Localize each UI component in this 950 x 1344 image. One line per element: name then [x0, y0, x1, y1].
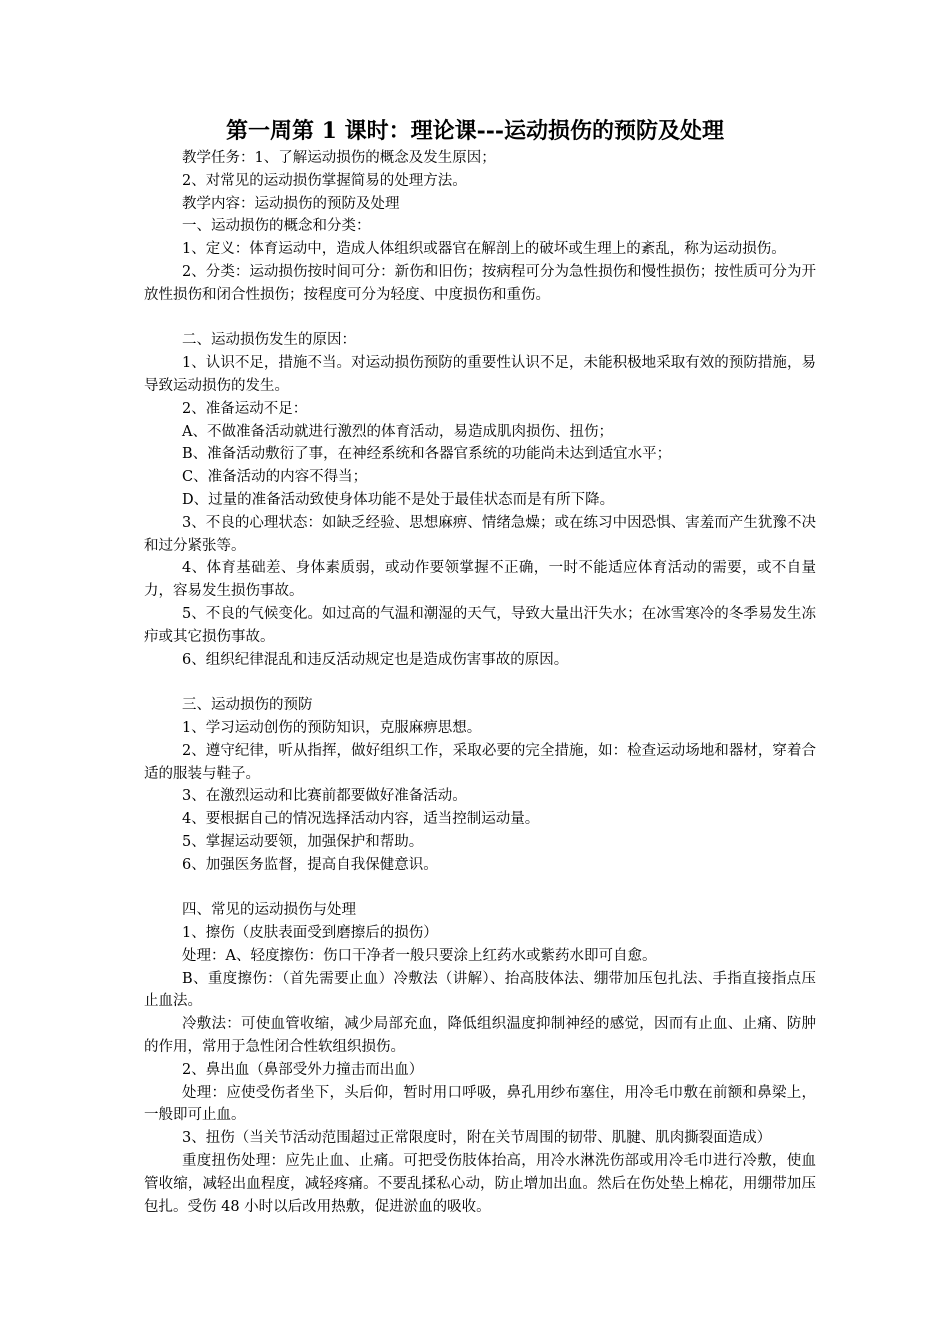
section-heading: 三、运动损伤的预防 — [182, 697, 313, 714]
paragraph: D、过量的准备活动致使身体功能不是处于最佳状态而是有所下降。 — [182, 491, 615, 508]
paragraph: 1、擦伤（皮肤表面受到磨擦后的损伤） — [182, 925, 438, 942]
paragraph: 6、加强医务监督，提高自我保健意识。 — [182, 856, 438, 873]
paragraph: 5、不良的气候变化。如过高的气温和潮湿的天气，导致大量出汗失水；在冰雪寒冷的冬季易发生冻疖或其它损伤事故。 — [144, 605, 816, 645]
paragraph: 2、鼻出血（鼻部受外力撞击而出血） — [182, 1061, 424, 1078]
paragraph: 2、分类：运动损伤按时间可分：新伤和旧伤；按病程可分为急性损伤和慢性损伤；按性质可分为开放性损伤和闭合性损伤；按程度可分为轻度、中度损伤和重伤。 — [144, 263, 816, 303]
paragraph: 教学内容：运动损伤的预防及处理 — [182, 195, 400, 212]
paragraph: A、不做准备活动就进行激烈的体育活动，易造成肌肉损伤、扭伤； — [182, 423, 613, 440]
paragraph: 2、对常见的运动损伤掌握简易的处理方法。 — [182, 172, 467, 189]
paragraph: 2、遵守纪律，听从指挥，做好组织工作，采取必要的完全措施，如：检查运动场地和器材，穿着合适的服装与鞋子。 — [144, 742, 816, 782]
paragraph: 1、学习运动创伤的预防知识，克服麻痹思想。 — [182, 719, 482, 736]
paragraph: C、准备活动的内容不得当； — [182, 469, 368, 486]
paragraph: 4、要根据自己的情况选择活动内容，适当控制运动量。 — [182, 811, 540, 828]
paragraph: 处理：A、轻度擦伤：伤口干净者一般只要涂上红药水或紫药水即可自愈。 — [182, 947, 657, 964]
paragraph: 处理：应使受伤者坐下，头后仰，暂时用口呼吸，鼻孔用纱布塞住，用冷毛巾敷在前额和鼻梁上，一般即可止血。 — [144, 1084, 816, 1124]
document-body — [144, 147, 816, 1218]
paragraph: 重度扭伤处理：应先止血、止痛。可把受伤肢体抬高，用冷水淋洗伤部或用冷毛巾进行冷敷，使血管收缩，减轻出血程度，减轻疼痛。不要乱揉私心动，防止增加出血。然后在伤处垫上棉花，用绷带加压包扎。受伤 48 小时以后改用热敷，促进淤血的吸收。 — [144, 1153, 816, 1215]
section-heading: 二、运动损伤发生的原因： — [182, 332, 356, 349]
section-heading: 四、常见的运动损伤与处理 — [182, 902, 356, 919]
paragraph: 冷敷法：可使血管收缩，减少局部充血，降低组织温度抑制神经的感觉，因而有止血、止痛、防肿的作用，常用于急性闭合性软组织损伤。 — [144, 1016, 816, 1056]
paragraph: 1、定义：体育运动中，造成人体组织或器官在解剖上的破坏或生理上的紊乱，称为运动损伤。 — [182, 241, 786, 258]
paragraph: 4、体育基础差、身体素质弱，或动作要领掌握不正确，一时不能适应体育活动的需要，或不自量力，容易发生损伤事故。 — [144, 560, 816, 600]
paragraph: 3、在激烈运动和比赛前都要做好准备活动。 — [182, 788, 467, 805]
blank-line — [144, 877, 816, 900]
paragraph: 6、组织纪律混乱和违反活动规定也是造成伤害事故的原因。 — [182, 651, 569, 668]
paragraph: 2、准备运动不足： — [182, 400, 308, 417]
paragraph: 3、扭伤（当关节活动范围超过正常限度时，附在关节周围的韧带、肌腱、肌肉撕裂面造成） — [182, 1130, 772, 1147]
paragraph: 教学任务：1、了解运动损伤的概念及发生原因； — [182, 150, 496, 166]
paragraph: B、准备活动敷衍了事，在神经系统和各器官系统的功能尚未达到适宜水平； — [182, 446, 672, 463]
paragraph: 3、不良的心理状态：如缺乏经验、思想麻痹、情绪急燥；或在练习中因恐惧、害羞而产生犹豫不决和过分紧张等。 — [144, 514, 816, 554]
paragraph: 1、认识不足，措施不当。对运动损伤预防的重要性认识不足，未能积极地采取有效的预防措施，易导致运动损伤的发生。 — [144, 355, 816, 394]
paragraph: B、重度擦伤：（首先需要止血）冷敷法（讲解）、抬高肢体法、绷带加压包扎法、手指直接指点压止血法。 — [144, 970, 816, 1010]
blank-line — [144, 307, 816, 330]
paragraph: 5、掌握运动要领，加强保护和帮助。 — [182, 833, 424, 850]
blank-line — [144, 671, 816, 694]
section-heading: 一、运动损伤的概念和分类： — [182, 218, 371, 235]
page-title: 第一周第 1 课时：理论课---运动损伤的预防及处理 — [225, 118, 725, 144]
